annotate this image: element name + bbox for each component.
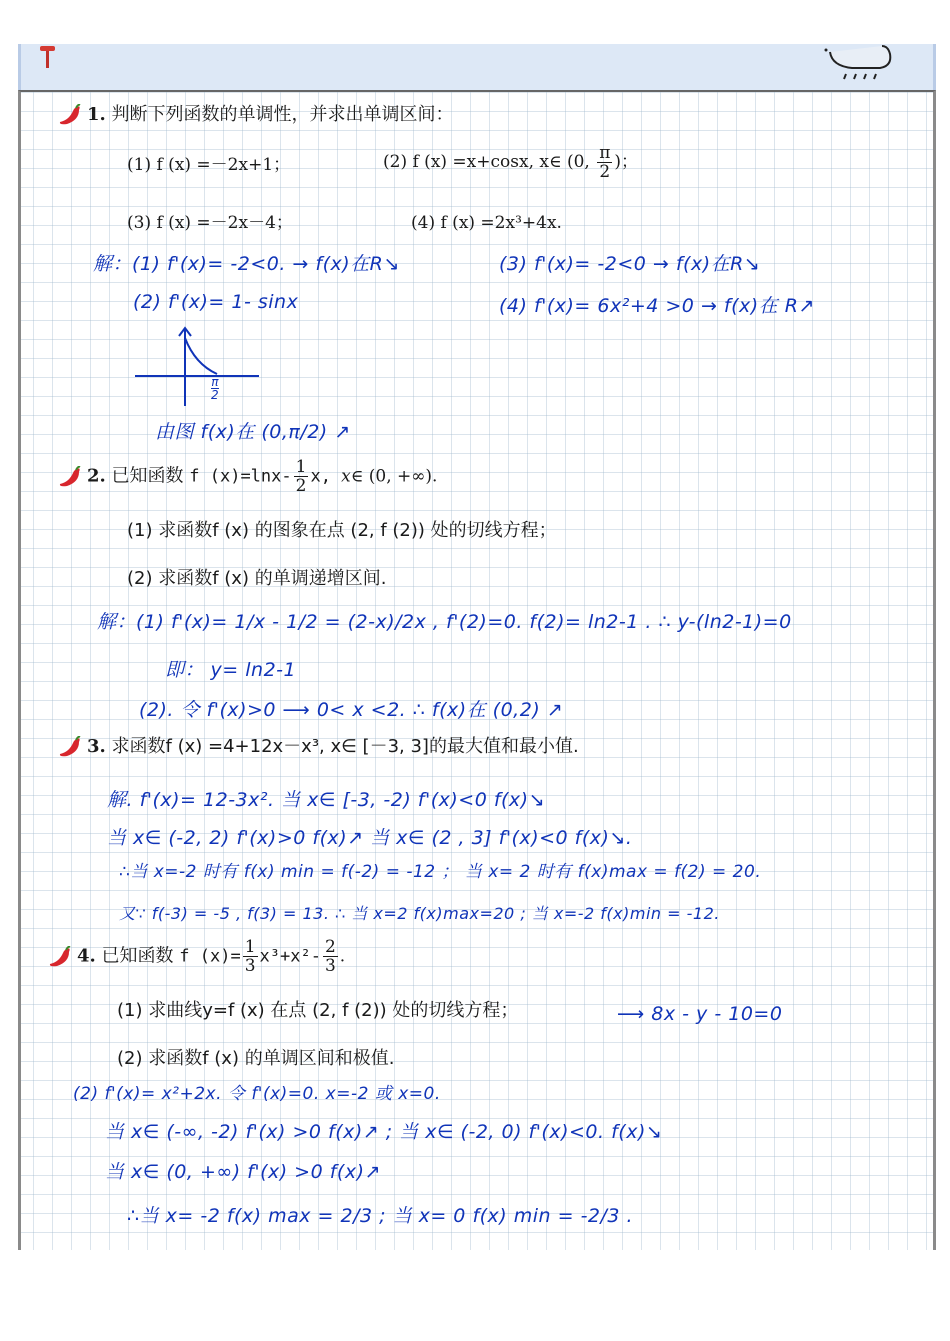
problem-1-part-4: (4) f (x) =2x³+4x.	[411, 213, 562, 233]
pin-icon	[38, 44, 58, 70]
hw-solution-1-line-4: (4) f'(x)= 6x²+4 >0 → f(x)在 R↗	[499, 295, 815, 317]
chili-pepper-icon	[57, 104, 81, 126]
problem-2-part-2: (2) 求函数f (x) 的单调递增区间.	[127, 568, 387, 589]
hw-solution-2-line-3: (2). 令 f'(x)>0 ⟶ 0< x <2. ∴ f(x)在 (0,2) ↗	[139, 699, 564, 721]
fraction-pi-over-2: $\frac{\pi}{2}$	[599, 143, 611, 182]
fraction-two-thirds: $\frac{2}{3}$	[324, 937, 336, 976]
hw-solution-1-line-2: (3) f'(x)= -2<0 → f(x)在R↘	[499, 253, 761, 275]
problem-1-part-2: (2) f (x) =x+cosx, x∈ (0, $\frac{\pi}{2}$ )；	[383, 143, 639, 182]
hw-axis-label: π 2	[211, 375, 220, 402]
header-bar	[18, 44, 936, 90]
hw-solution-3-line-1: 解. f'(x)= 12-3x². 当 x∈ [-3, -2) f'(x)<0 f(x)↘	[107, 789, 545, 811]
hw-solution-3-line-2: 当 x∈ (-2, 2) f'(x)>0 f(x)↗ 当 x∈ (2 , 3] f'(x)<0 f(x)↘.	[107, 827, 633, 849]
fraction-one-half: $\frac{1}{2}$	[295, 457, 307, 496]
page-footer-blank	[0, 1250, 950, 1341]
grid-sheet	[18, 90, 936, 1252]
sketch-graph	[133, 324, 263, 408]
hw-solution-4-line-1: (2) f'(x)= x²+2x. 令 f'(x)=0. x=-2 或 x=0.	[73, 1084, 441, 1104]
hw-answer-4-1: ⟶ 8x - y - 10=0	[617, 1003, 783, 1025]
problem-4-part-2: (2) 求函数f (x) 的单调区间和极值.	[117, 1048, 395, 1069]
hw-solution-1-conclusion: 由图 f(x)在 (0,π/2) ↗	[155, 421, 351, 443]
problem-1-part-1: (1) f (x) =－2x+1；	[127, 155, 291, 175]
hw-solution-4-line-4: ∴当 x= -2 f(x) max = 2/3 ; 当 x= 0 f(x) min = -2/3 .	[127, 1205, 634, 1227]
hw-solution-2-line-1: 解：(1) f'(x)= 1/x - 1/2 = (2-x)/2x , f'(2)=0. f(2)= ln2-1 . ∴ y-(ln2-1)=0	[97, 611, 792, 633]
problem-3-heading: 3. 求函数f (x) =4+12x－x³, x∈ [－3, 3]的最大值和最小值.	[57, 736, 579, 758]
problem-1-heading: 1. 判断下列函数的单调性，并求出单调区间：	[57, 104, 454, 126]
problem-2-part-1: (1) 求函数f (x) 的图象在点 (2, f (2)) 处的切线方程；	[127, 520, 557, 541]
hw-solution-1-line-3: (2) f'(x)= 1- sinx	[133, 291, 299, 313]
rain-cloud-icon	[822, 44, 894, 84]
hw-solution-1-line-1: 解：(1) f'(x)= -2<0. → f(x)在R↘	[93, 253, 400, 275]
problem-2-heading: 2. 已知函数 f (x)=lnx- $\frac{1}{2}$ x, x∈ (0, +∞).	[57, 458, 437, 495]
hw-solution-3-line-4: 又∵ f(-3) = -5 , f(3) = 13. ∴ 当 x=2 f(x)max=20 ; 当 x=-2 f(x)min = -12.	[119, 904, 720, 923]
hw-solution-3-line-3: ∴当 x=-2 时有 f(x) min = f(-2) = -12 ； 当 x= 2 时有 f(x)max = f(2) = 20.	[119, 862, 762, 882]
hw-solution-4-line-2: 当 x∈ (-∞, -2) f'(x) >0 f(x)↗ ; 当 x∈ (-2, 0) f'(x)<0. f(x)↘	[105, 1121, 663, 1143]
hw-solution-4-line-3: 当 x∈ (0, +∞) f'(x) >0 f(x)↗	[105, 1161, 381, 1183]
problem-4-part-1: (1) 求曲线y=f (x) 在点 (2, f (2)) 处的切线方程；	[117, 1000, 519, 1021]
problem-1-part-3: (3) f (x) =－2x－4；	[127, 213, 293, 233]
hw-solution-2-line-2: 即： y= ln2-1	[165, 659, 297, 681]
chili-pepper-icon	[57, 736, 81, 758]
problem-4-heading: 4. 已知函数 f (x)= $\frac{1}{3}$ x³+x²- $\frac{2}{3}$ .	[47, 938, 345, 975]
chili-pepper-icon	[57, 466, 81, 488]
fraction-one-third: $\frac{1}{3}$	[244, 937, 256, 976]
chili-pepper-icon	[47, 946, 71, 968]
